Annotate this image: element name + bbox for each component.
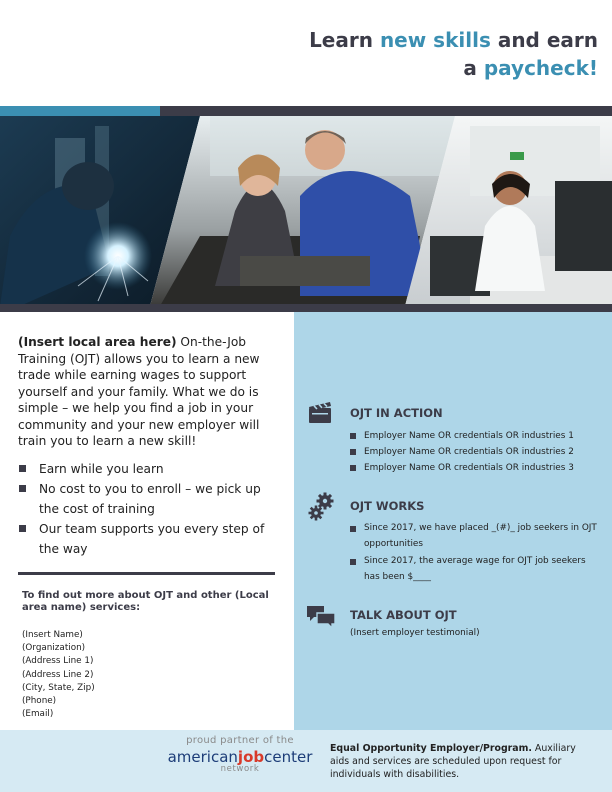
employer-item: Employer Name OR credentials OR industries 2 bbox=[350, 444, 600, 460]
contact-heading: To find out more about OJT and other (Local area name) services: bbox=[22, 590, 269, 613]
photo-bottom-bar-dark bbox=[0, 304, 294, 312]
benefits-list bbox=[18, 459, 280, 559]
photo-collage-illustration bbox=[0, 116, 612, 306]
employer-item: Employer Name OR credentials OR industries 1 bbox=[350, 428, 600, 444]
benefit-item: Our team supports you every step of the way bbox=[18, 519, 280, 559]
contact-address-1: (Address Line 1) bbox=[22, 656, 94, 667]
headline bbox=[309, 26, 598, 82]
photo-collage bbox=[0, 116, 612, 306]
ojt-works-list bbox=[350, 521, 600, 587]
employer-item: Employer Name OR credentials OR industries 3 bbox=[350, 460, 600, 476]
talk-about-ojt-title: TALK ABOUT OJT bbox=[350, 608, 457, 622]
partner-tagline: proud partner of the bbox=[186, 735, 294, 746]
contact-address-2: (Address Line 2) bbox=[22, 669, 94, 680]
benefit-item: Earn while you learn bbox=[18, 459, 280, 479]
ojt-in-action-list bbox=[350, 428, 600, 476]
gears-icon bbox=[306, 492, 334, 520]
ojt-stat-item: Since 2017, the average wage for OJT job seekers has been $____ bbox=[350, 554, 600, 585]
contact-city-state-zip: (City, State, Zip) bbox=[22, 682, 95, 693]
testimonial-placeholder: (Insert employer testimonial) bbox=[350, 628, 480, 638]
contact-name: (Insert Name) bbox=[22, 630, 83, 640]
ajc-brand: americanjobcenter bbox=[167, 748, 313, 766]
local-area-placeholder: (Insert local area here) bbox=[18, 335, 177, 349]
intro-paragraph: (Insert local area here) On-the-Job Training (OJT) allows you to learn a new trade while earning wages to support yourself and your family. What we do is simple – we help you find a job in your community and your new employer will train you to learn a new skill! bbox=[18, 335, 260, 448]
ojt-stat-item: Since 2017, we have placed _(#)_ job seekers in OJT opportunities bbox=[350, 521, 600, 552]
contact-email: (Email) bbox=[22, 709, 54, 720]
ajc-network: network bbox=[220, 764, 260, 774]
clapperboard-icon bbox=[306, 398, 334, 426]
contact-phone: (Phone) bbox=[22, 696, 57, 707]
contact-details bbox=[22, 629, 95, 721]
photo-bottom-bar-right bbox=[294, 304, 612, 312]
headline-accent-1: new skills bbox=[379, 28, 491, 52]
ojt-works-title: OJT WORKS bbox=[350, 499, 425, 513]
top-bar-dark bbox=[160, 106, 612, 116]
ojt-in-action-title: OJT IN ACTION bbox=[350, 406, 443, 420]
equal-opportunity-statement: Equal Opportunity Employer/Program. Auxiliary aids and services are scheduled upon request for individuals with disabilities. bbox=[330, 743, 576, 780]
benefit-item: No cost to you to enroll – we pick up the cost of training bbox=[18, 479, 280, 519]
contact-organization: (Organization) bbox=[22, 643, 86, 654]
section-divider bbox=[18, 572, 275, 575]
headline-line-1: Learn new skills and earn bbox=[309, 28, 598, 52]
headline-accent-2: paycheck! bbox=[483, 56, 598, 80]
speech-bubbles-icon bbox=[306, 604, 334, 632]
headline-line-2: a paycheck! bbox=[463, 56, 598, 80]
top-bar-accent bbox=[0, 106, 160, 116]
american-job-center-logo bbox=[160, 735, 320, 787]
